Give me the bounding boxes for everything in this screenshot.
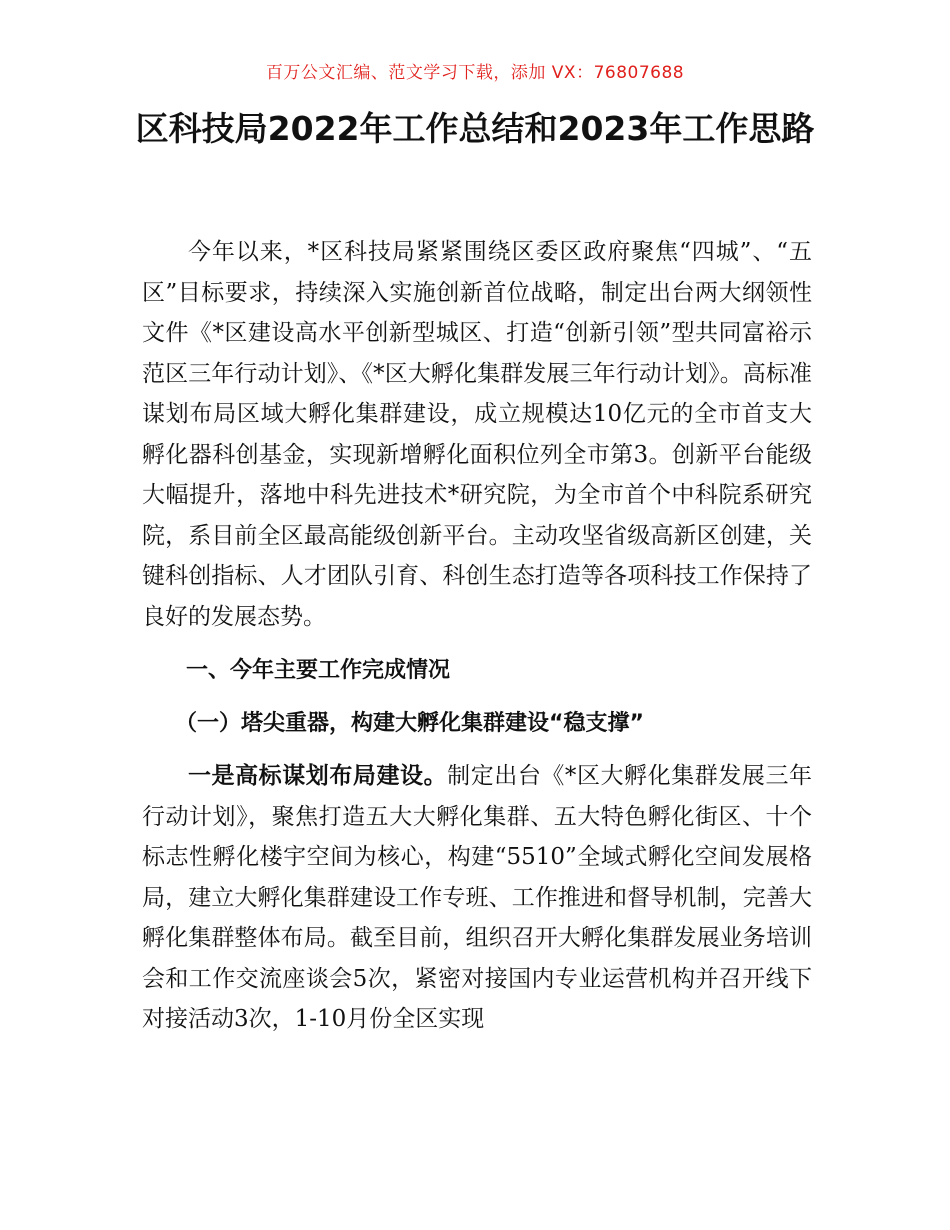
intro-paragraph: 今年以来，*区科技局紧紧围绕区委区政府聚焦“四城”、“五区”目标要求，持续深入实施创新首位战略，制定出台两大纲领性文件《*区建设高水平创新型城区、打造“创新引领”型共同富裕示范区三年行动计划》、《*区大孵化集群发展三年行动计划》。高标准谋划布局区域大孵化集群建设，成立规模达10亿元的全市首支大孵化器科创基金，实现新增孵化面积位列全市第3。创新平台能级大幅提升，落地中科先进技术*研究院，为全市首个中科院系研究院，系目前全区最高能级创新平台。主动攻坚省级高新区创建，关键科创指标、人才团队引育、科创生态打造等各项科技工作保持了良好的发展态势。 — [142, 239, 812, 630]
item-lead: 一是高标谋划布局建设。 — [188, 763, 448, 789]
subsection-heading: （一）塔尖重器，构建大孵化集群建设“稳支撑” — [175, 710, 644, 736]
document-title: 区科技局2022年工作总结和2023年工作思路 — [135, 109, 815, 148]
section-heading: 一、今年主要工作完成情况 — [186, 658, 451, 683]
header-watermark-note: 百万公文汇编、范文学习下载，添加 VX：76807688 — [265, 63, 685, 83]
item-paragraph — [142, 756, 812, 1040]
item-text: 制定出台《*区大孵化集群发展三年行动计划》，聚焦打造五大大孵化集群、五大特色孵化街区、十个标志性孵化楼宇空间为核心，构建“5510”全域式孵化空间发展格局，建立大孵化集群建设工作专班、工作推进和督导机制，完善大孵化集群整体布局。截至目前，组织召开大孵化集群发展业务培训会和工作交流座谈会5次，紧密对接国内专业运营机构并召开线下对接活动3次，1-10月份全区实现 — [142, 763, 813, 1032]
document-body — [142, 232, 812, 1040]
